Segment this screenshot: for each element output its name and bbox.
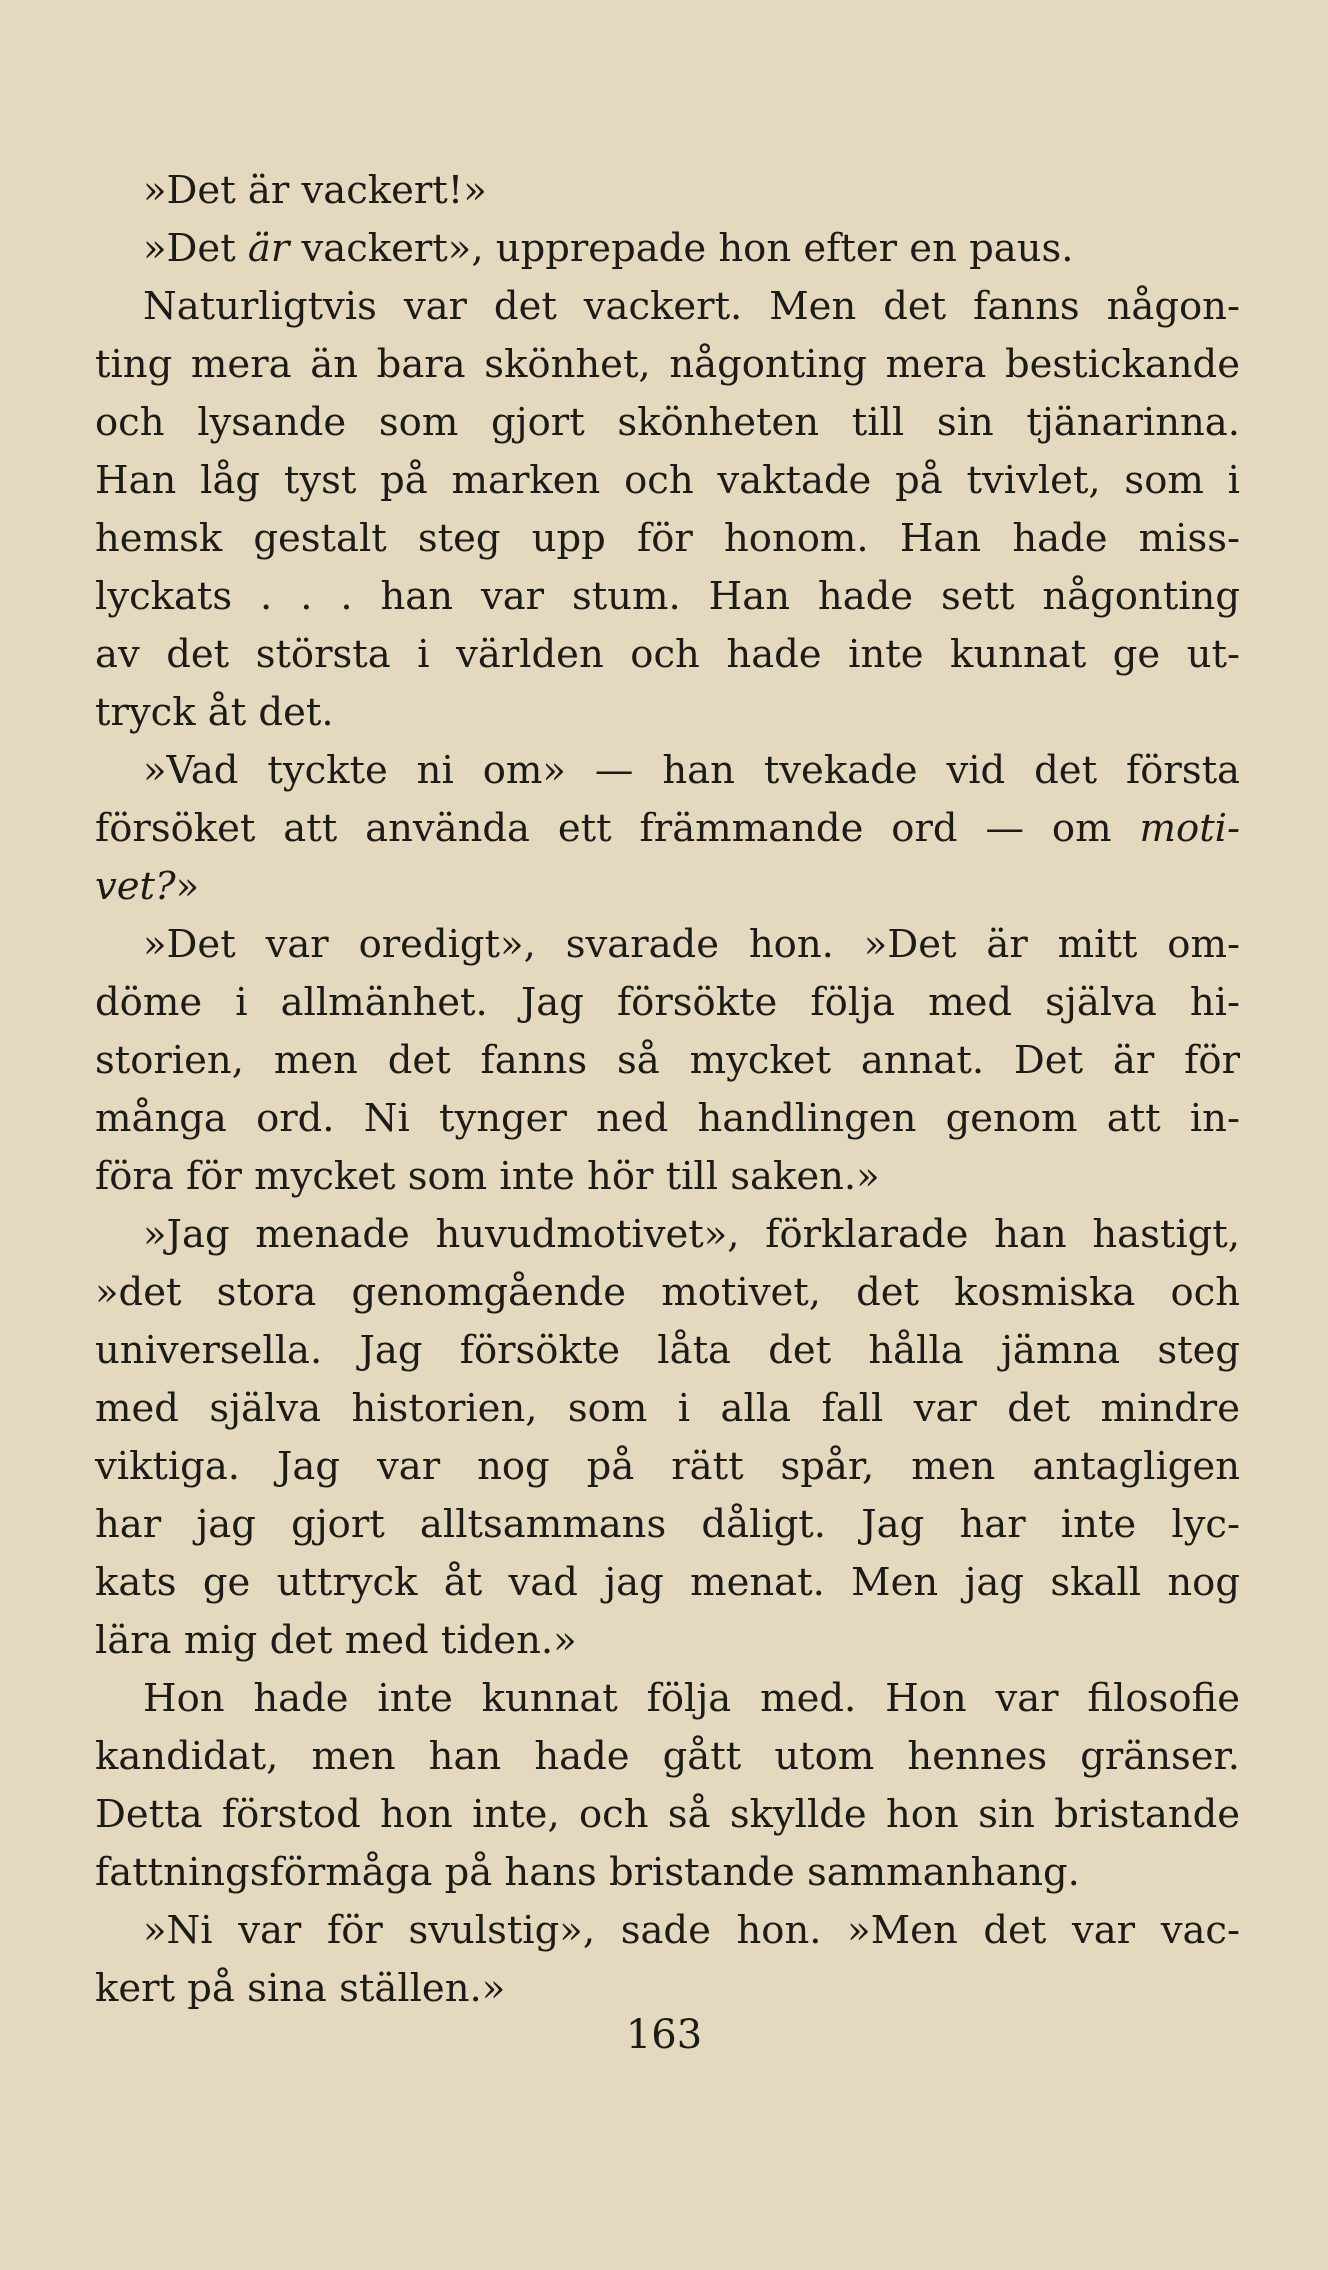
text-segment: försöket att använda ett främmande ord — om bbox=[95, 806, 1140, 851]
text-segment: Han låg tyst på marken och vaktade på tvivlet, som i bbox=[95, 458, 1240, 503]
text-line bbox=[95, 626, 1240, 684]
text-segment: »Det var oredigt», svarade hon. »Det är mitt om- bbox=[143, 922, 1240, 967]
text-line bbox=[95, 1670, 1240, 1728]
text-segment: viktiga. Jag var nog på rätt spår, men antagligen bbox=[95, 1444, 1240, 1489]
text-segment: »Ni var för svulstig», sade hon. »Men det var vac- bbox=[143, 1908, 1240, 1953]
text-line bbox=[95, 336, 1240, 394]
text-line bbox=[95, 1148, 1240, 1206]
text-segment: universella. Jag försökte låta det hålla jämna steg bbox=[95, 1328, 1240, 1373]
text-line bbox=[95, 1844, 1240, 1902]
text-line bbox=[95, 1032, 1240, 1090]
text-line bbox=[95, 1960, 1240, 2018]
text-segment: Hon hade inte kunnat följa med. Hon var filosofie bbox=[143, 1676, 1240, 1721]
text-line bbox=[95, 1612, 1240, 1670]
text-segment: »Vad tyckte ni om» — han tvekade vid det första bbox=[143, 748, 1240, 793]
text-segment: »Det är vackert!» bbox=[143, 168, 487, 213]
text-line bbox=[95, 220, 1240, 278]
text-segment: med själva historien, som i alla fall var det mindre bbox=[95, 1386, 1240, 1431]
text-line bbox=[95, 510, 1240, 568]
text-line bbox=[95, 1322, 1240, 1380]
text-segment: lyckats . . . han var stum. Han hade sett någonting bbox=[95, 574, 1240, 619]
text-line bbox=[95, 1728, 1240, 1786]
text-segment: föra för mycket som inte hör till saken.» bbox=[95, 1154, 880, 1199]
text-segment: Naturligtvis var det vackert. Men det fanns någon- bbox=[143, 284, 1240, 329]
text-line bbox=[95, 1206, 1240, 1264]
text-segment: döme i allmänhet. Jag försökte följa med själva hi- bbox=[95, 980, 1240, 1025]
text-line bbox=[95, 1496, 1240, 1554]
text-line bbox=[95, 1438, 1240, 1496]
text-segment: kandidat, men han hade gått utom hennes gränser. bbox=[95, 1734, 1240, 1779]
text-line bbox=[95, 1786, 1240, 1844]
text-line bbox=[95, 974, 1240, 1032]
text-segment: har jag gjort alltsammans dåligt. Jag har inte lyc- bbox=[95, 1502, 1240, 1547]
text-line bbox=[95, 1380, 1240, 1438]
text-segment: storien, men det fanns så mycket annat. Det är för bbox=[95, 1038, 1240, 1083]
italic-text: moti- bbox=[1139, 806, 1240, 851]
text-line bbox=[95, 1090, 1240, 1148]
text-segment: och lysande som gjort skönheten till sin tjänarinna. bbox=[95, 400, 1240, 445]
text-line bbox=[95, 568, 1240, 626]
text-line bbox=[95, 916, 1240, 974]
text-segment: Detta förstod hon inte, och så skyllde hon sin bristande bbox=[95, 1792, 1240, 1837]
italic-text: är bbox=[247, 226, 290, 271]
text-line bbox=[95, 800, 1240, 858]
text-segment: tryck åt det. bbox=[95, 690, 334, 735]
text-line bbox=[95, 452, 1240, 510]
text-line bbox=[95, 1264, 1240, 1322]
text-segment: kats ge uttryck åt vad jag menat. Men jag skall nog bbox=[95, 1560, 1240, 1605]
text-line bbox=[95, 684, 1240, 742]
text-segment: »Jag menade huvudmotivet», förklarade han hastigt, bbox=[143, 1212, 1240, 1257]
text-line bbox=[95, 1902, 1240, 1960]
text-segment: lära mig det med tiden.» bbox=[95, 1618, 577, 1663]
text-segment: » bbox=[175, 864, 200, 909]
text-segment: av det största i världen och hade inte kunnat ge ut- bbox=[95, 632, 1240, 677]
text-segment: kert på sina ställen.» bbox=[95, 1966, 506, 2011]
text-line bbox=[95, 162, 1240, 220]
text-line bbox=[95, 1554, 1240, 1612]
text-segment: många ord. Ni tynger ned handlingen genom att in- bbox=[95, 1096, 1240, 1141]
text-segment: ting mera än bara skönhet, någonting mera bestickande bbox=[95, 342, 1240, 387]
text-segment: vackert», upprepade hon efter en paus. bbox=[289, 226, 1074, 271]
text-line bbox=[95, 742, 1240, 800]
text-segment: fattningsförmåga på hans bristande sammanhang. bbox=[95, 1850, 1080, 1895]
italic-text: vet? bbox=[95, 864, 176, 909]
body-text bbox=[95, 162, 1240, 2018]
text-line bbox=[95, 394, 1240, 452]
text-line bbox=[95, 858, 1240, 916]
text-segment: »det stora genomgående motivet, det kosmiska och bbox=[95, 1270, 1240, 1315]
text-segment: »Det bbox=[143, 226, 248, 271]
text-line bbox=[95, 278, 1240, 336]
page-number: 163 bbox=[625, 2012, 703, 2058]
text-segment: hemsk gestalt steg upp för honom. Han hade miss- bbox=[95, 516, 1240, 561]
